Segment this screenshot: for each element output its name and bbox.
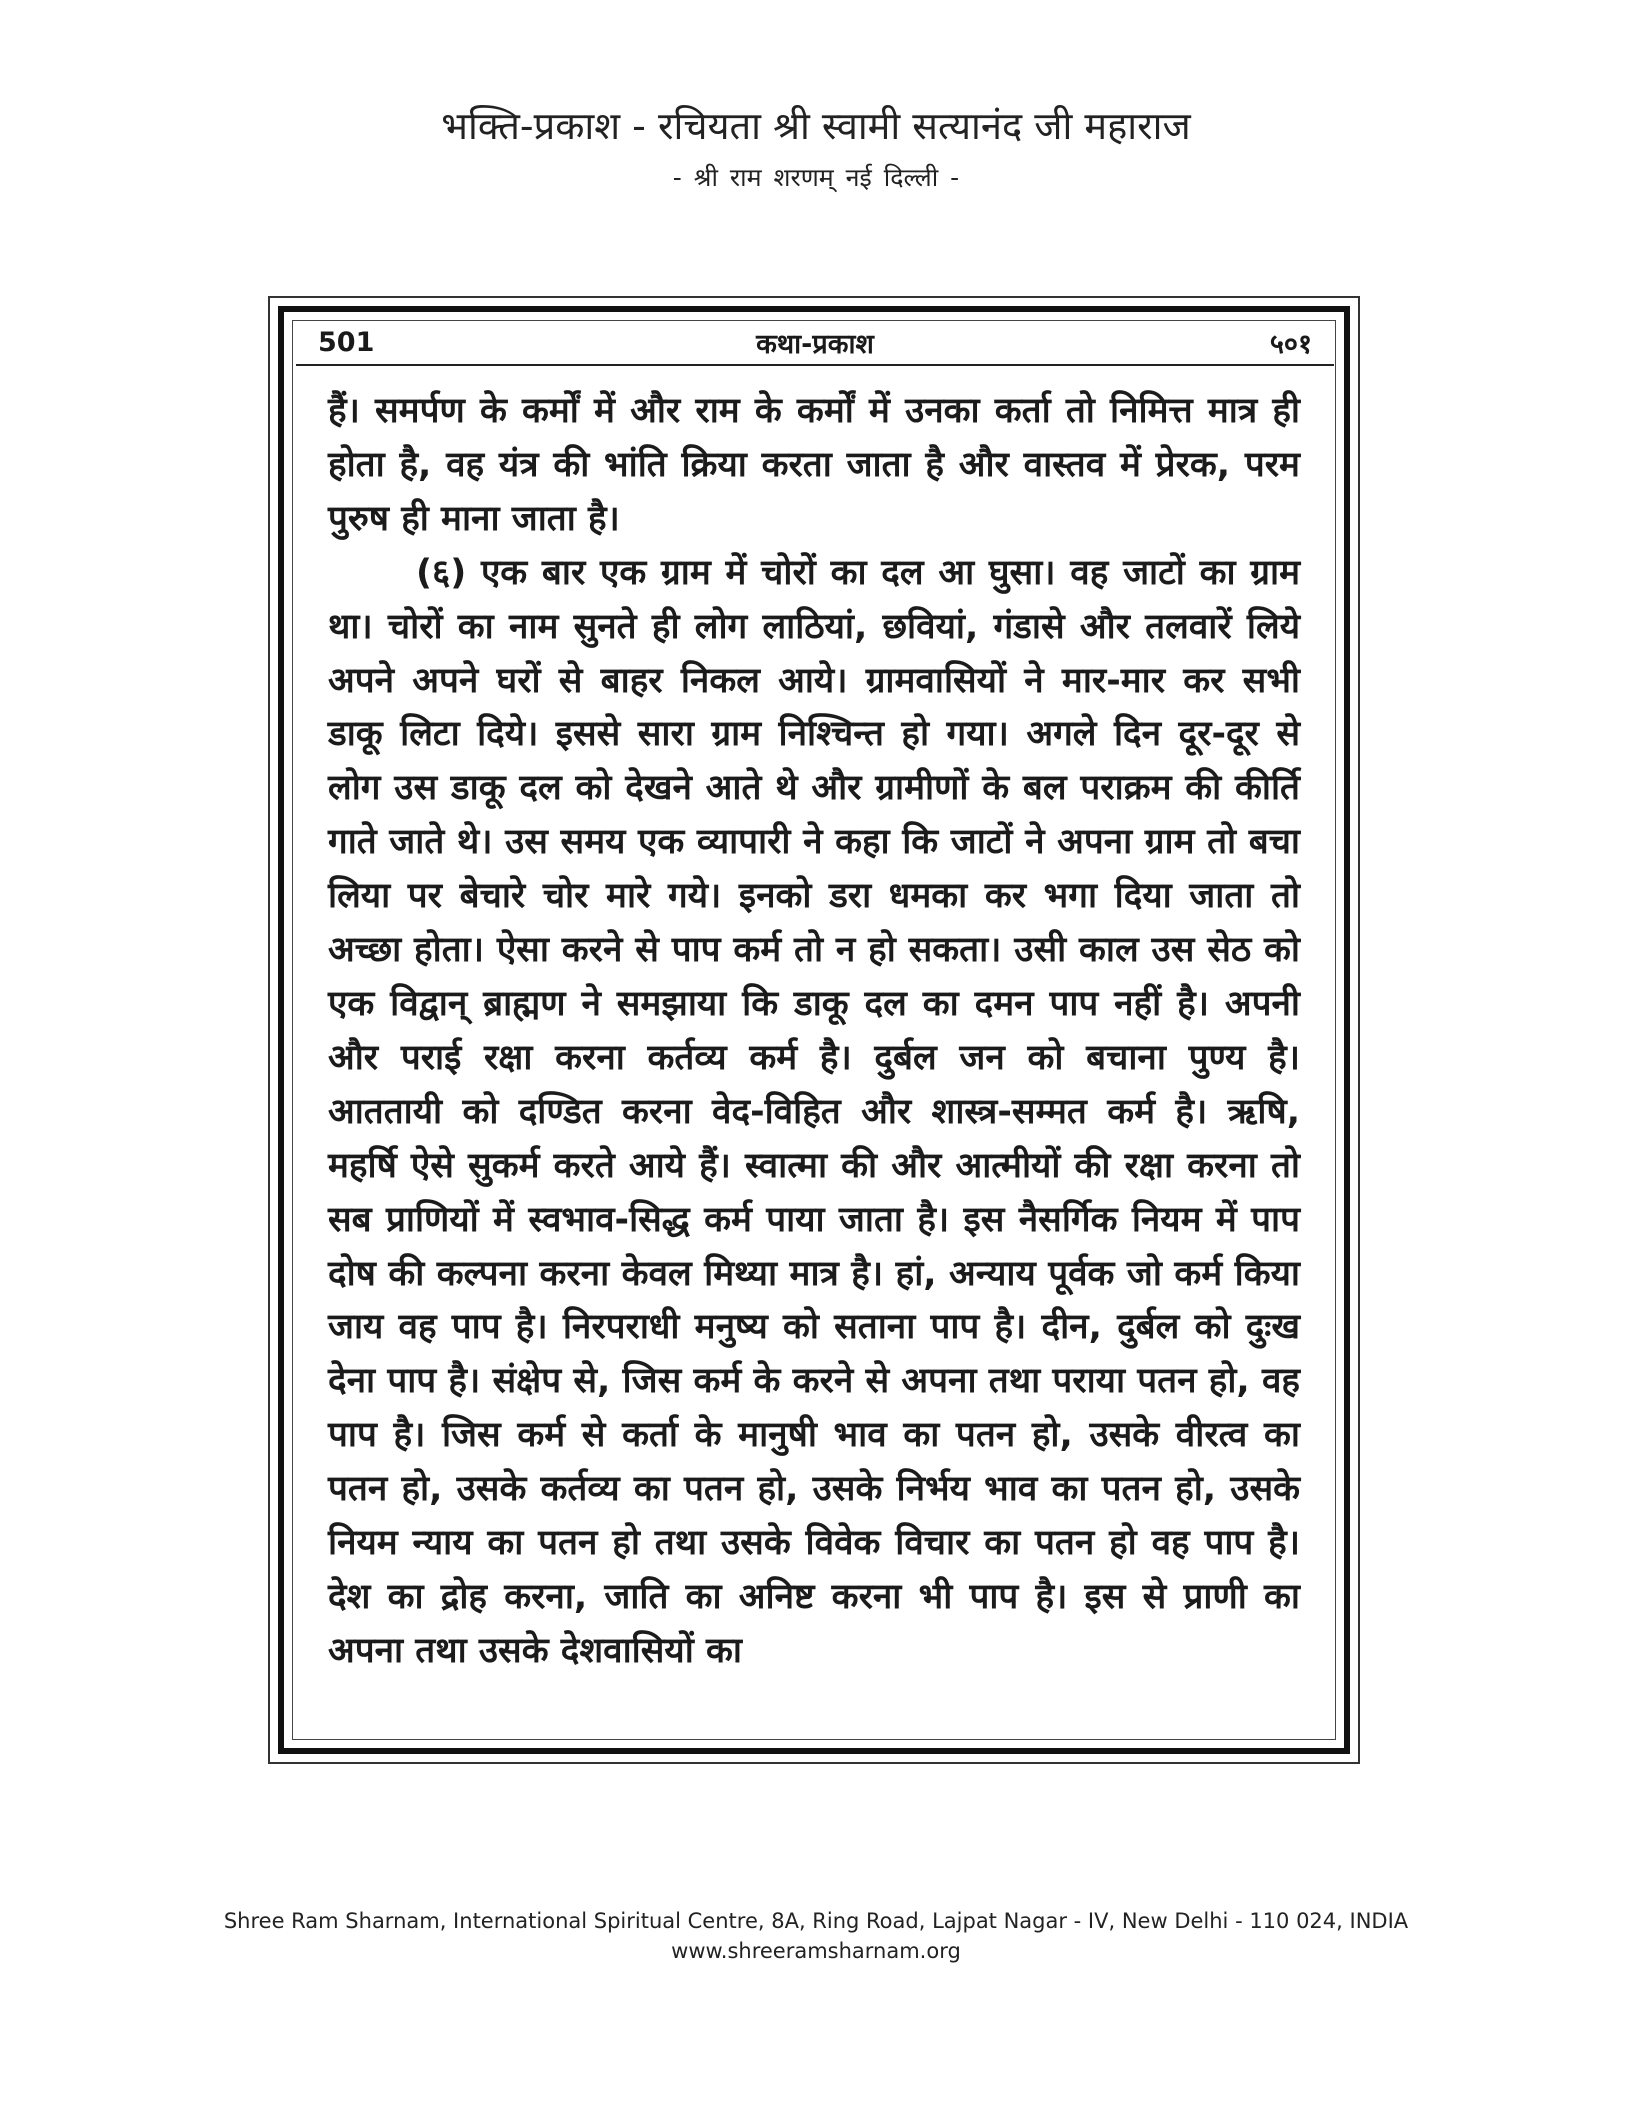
publisher-subtitle: - श्री राम शरणम् नई दिल्ली - (672, 163, 960, 192)
footer-address: Shree Ram Sharnam, International Spiritual Centre, 8A, Ring Road, Lajpat Nagar - IV, New Delhi - 110 024, INDIA (223, 1909, 1409, 1933)
page-footer (0, 1906, 1632, 1966)
page-number-devanagari: ५०१ (1269, 328, 1312, 360)
header-rule (296, 364, 1334, 366)
paragraph-continuation: हैं। समर्पण के कर्मों में और राम के कर्मों में उनका कर्ता तो निमित्त मात्र ही होता है, वह यंत्र की भांति क्रिया करता जाता है और वास्तव में प्रेरक, परम पुरुष ही माना जाता है। (328, 391, 1300, 539)
book-title: भक्ति-प्रकाश - रचियता श्री स्वामी सत्यानंद जी महाराज (441, 104, 1191, 148)
paragraph-story-6: (६) एक बार एक ग्राम में चोरों का दल आ घुसा। वह जाटों का ग्राम था। चोरों का नाम सुनते ही लोग लाठियां, छवियां, गंडासे और तलवारें लिये अपने अपने घरों से बाहर निकल आये। ग्रामवासियों ने मार-मार कर सभी डाकू लिटा दिये। इससे सारा ग्राम निश्चिन्त हो गया। अगले दिन दूर-दूर से लोग उस डाकू दल को देखने आते थे और ग्रामीणों के बल पराक्रम की कीर्ति गाते जाते थे। उस समय एक व्यापारी ने कहा कि जाटों ने अपना ग्राम तो बचा लिया पर बेचारे चोर मारे गये। इनको डरा धमका कर भगा दिया जाता तो अच्छा होता। ऐसा करने से पाप कर्म तो न हो सकता। उसी काल उस सेठ को एक विद्वान् ब्राह्मण ने समझाया कि डाकू दल का दमन पाप नहीं है। अपनी और पराई रक्षा करना कर्तव्य कर्म है। दुर्बल जन को बचाना पुण्य है। आततायी को दण्डित करना वेद-विहित और शास्त्र-सम्मत कर्म है। ऋषि, महर्षि ऐसे सुकर्म करते आये हैं। स्वात्मा की और आत्मीयों की रक्षा करना तो सब प्राणियों में स्वभाव-सिद्ध कर्म पाया जाता है। इस नैसर्गिक नियम में पाप दोष की कल्पना करना केवल मिथ्या मात्र है। हां, अन्याय पूर्वक जो कर्म किया जाय वह पाप है। निरपराधी मनुष्य को सताना पाप है। दीन, दुर्बल को दुःख देना पाप है। संक्षेप से, जिस कर्म के करने से अपना तथा पराया पतन हो, वह पाप है। जिस कर्म से कर्ता के मानुषी भाव का पतन हो, उसके वीरत्व का पतन हो, उसके कर्तव्य का पतन हो, उसके निर्भय भाव का पतन हो, उसके नियम न्याय का पतन हो तथा उसके विवेक विचार का पतन हो वह पाप है। देश का द्रोह करना, जाति का अनिष्ट करना भी पाप है। इस से प्राणी का अपना तथा उसके देशवासियों का (328, 552, 1300, 1671)
running-title: कथा-प्रकाश (756, 328, 874, 360)
running-head (318, 320, 1312, 364)
page-number-arabic: 501 (318, 326, 375, 358)
page-body (328, 385, 1300, 1679)
footer-website-link[interactable]: www.shreeramsharnam.org (671, 1939, 961, 1963)
document-header (0, 100, 1632, 200)
